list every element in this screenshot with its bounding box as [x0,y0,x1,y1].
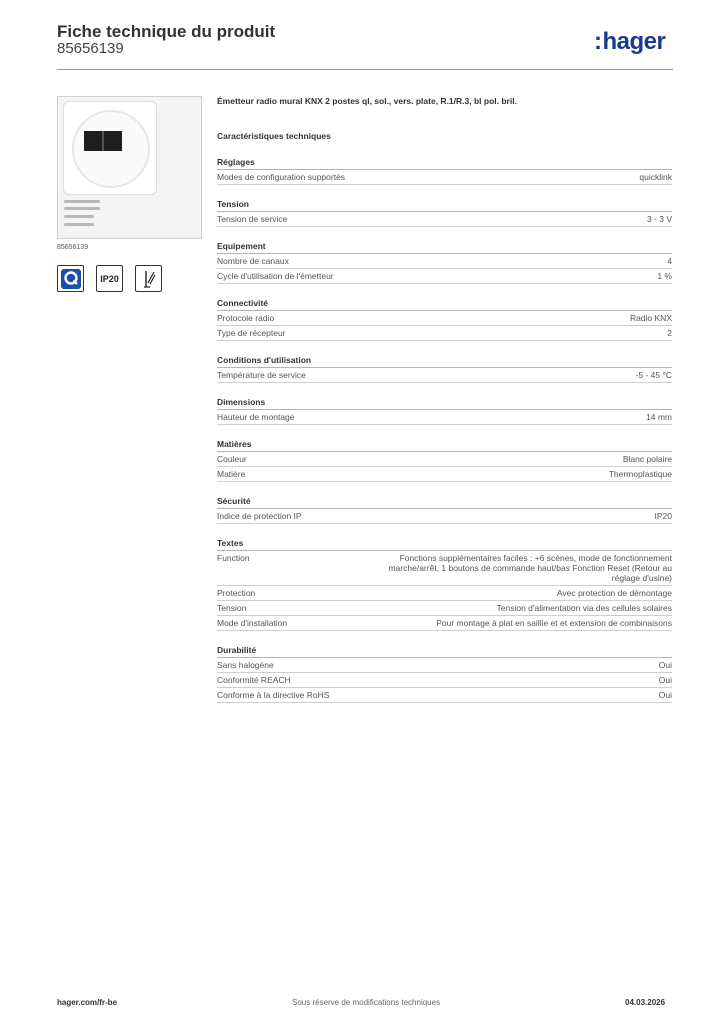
technical-sheet [217,96,672,703]
spec-label: Protection [217,588,256,598]
spec-row [217,551,672,586]
header-divider [57,69,673,70]
spec-label: Tension de service [217,214,288,224]
spec-value: IP20 [654,511,672,521]
spec-label: Température de service [217,370,306,380]
ip20-badge-text: IP20 [100,273,119,284]
section-title: Durabilité [217,645,672,658]
product-image [57,96,202,239]
spec-label: Modes de configuration supportés [217,172,346,182]
spec-row [217,326,672,341]
spec-label: Couleur [217,454,247,464]
spec-row [217,269,672,284]
screw-image [64,200,100,203]
section-title: Tension [217,199,672,212]
section-title: Réglages [217,157,672,170]
section-title: Conditions d'utilisation [217,355,672,368]
page-title: Fiche technique du produit [57,22,276,41]
spec-value: -5 - 45 °C [635,370,672,380]
footer-disclaimer: Sous réserve de modifications techniques [292,998,441,1007]
spec-value: 1 % [657,271,672,281]
quicklink-icon [57,265,84,292]
spec-value: 3 - 3 V [646,214,672,224]
spec-value: Fonctions supplémentaires faciles : +6 scènes, mode de fonctionnement marche/arrêt, 1 boutons de commande haut/bas Fonction Reset (Retour au réglage d'usine) [388,553,672,583]
spec-row [217,688,672,703]
ip20-badge [96,265,123,292]
spec-section [217,645,672,703]
technical-characteristics-heading: Caractéristiques techniques [217,131,331,141]
spec-value: Pour montage à plat en saillie et et extension de combinaisons [436,618,672,628]
spec-value: 4 [667,256,672,266]
spec-label: Hauteur de montage [217,412,295,422]
spec-label: Tension [217,603,247,613]
spec-label: Sans halogène [217,660,274,670]
spec-section [217,397,672,425]
spec-value: Avec protection de démontage [556,588,672,598]
spec-row [217,586,672,601]
spec-value: Oui [658,690,672,700]
spec-label: Type de récepteur [217,328,286,338]
spec-value: Blanc polaire [622,454,672,464]
switch-plate-image [63,101,157,195]
footer-website[interactable]: hager.com/fr-be [57,998,118,1007]
spec-row [217,410,672,425]
spec-row [217,452,672,467]
spec-section [217,538,672,631]
spec-value: Oui [658,660,672,670]
spec-label: Cycle d'utilisation de l'émetteur [217,271,334,281]
spec-value: 2 [667,328,672,338]
spec-label: Conformité REACH [217,675,291,685]
screw-image [64,223,94,226]
spec-value: Tension d'alimentation via des cellules solaires [496,603,672,613]
logo-text: hager [602,28,666,55]
hager-logo [594,28,665,56]
spec-row [217,467,672,482]
spec-value: Radio KNX [629,313,672,323]
spec-label: Protocole radio [217,313,275,323]
screw-image [64,207,100,210]
spec-section [217,241,672,284]
spec-row [217,254,672,269]
spec-label: Indice de protection IP [217,511,302,521]
spec-row [217,311,672,326]
spec-label: Mode d'installation [217,618,288,628]
spec-row [217,212,672,227]
spec-label: Nombre de canaux [217,256,289,266]
spec-label: Conforme à la directive RoHS [217,690,330,700]
spec-section [217,157,672,185]
spec-row [217,509,672,524]
spec-section [217,199,672,227]
spec-section [217,496,672,524]
logo-colon-icon: : [594,28,602,55]
spec-row [217,658,672,673]
section-title: Dimensions [217,397,672,410]
spec-value: 14 mm [646,412,672,422]
spec-value: Thermoplastique [608,469,672,479]
product-number: 85656139 [57,40,124,57]
spec-row [217,616,672,631]
section-title: Textes [217,538,672,551]
sections-container [217,157,672,703]
section-title: Equipement [217,241,672,254]
product-description: Émetteur radio mural KNX 2 postes ql, sol., vers. plate, R.1/R.3, bl pol. bril. [217,96,517,106]
mounting-icon [135,265,162,292]
spec-row [217,170,672,185]
section-title: Connectivité [217,298,672,311]
image-caption: 85656139 [57,244,89,251]
spec-value: quicklink [639,172,672,182]
screw-image [64,215,94,218]
spec-label: Matière [217,469,246,479]
spec-row [217,601,672,616]
spec-label: Function [217,553,250,563]
spec-section [217,439,672,482]
rocker-buttons [84,131,122,151]
footer-date: 04.03.2026 [625,998,666,1007]
spec-value: Oui [658,675,672,685]
section-title: Sécurité [217,496,672,509]
spec-row [217,673,672,688]
spec-section [217,355,672,383]
section-title: Matières [217,439,672,452]
spec-section [217,298,672,341]
spec-row [217,368,672,383]
